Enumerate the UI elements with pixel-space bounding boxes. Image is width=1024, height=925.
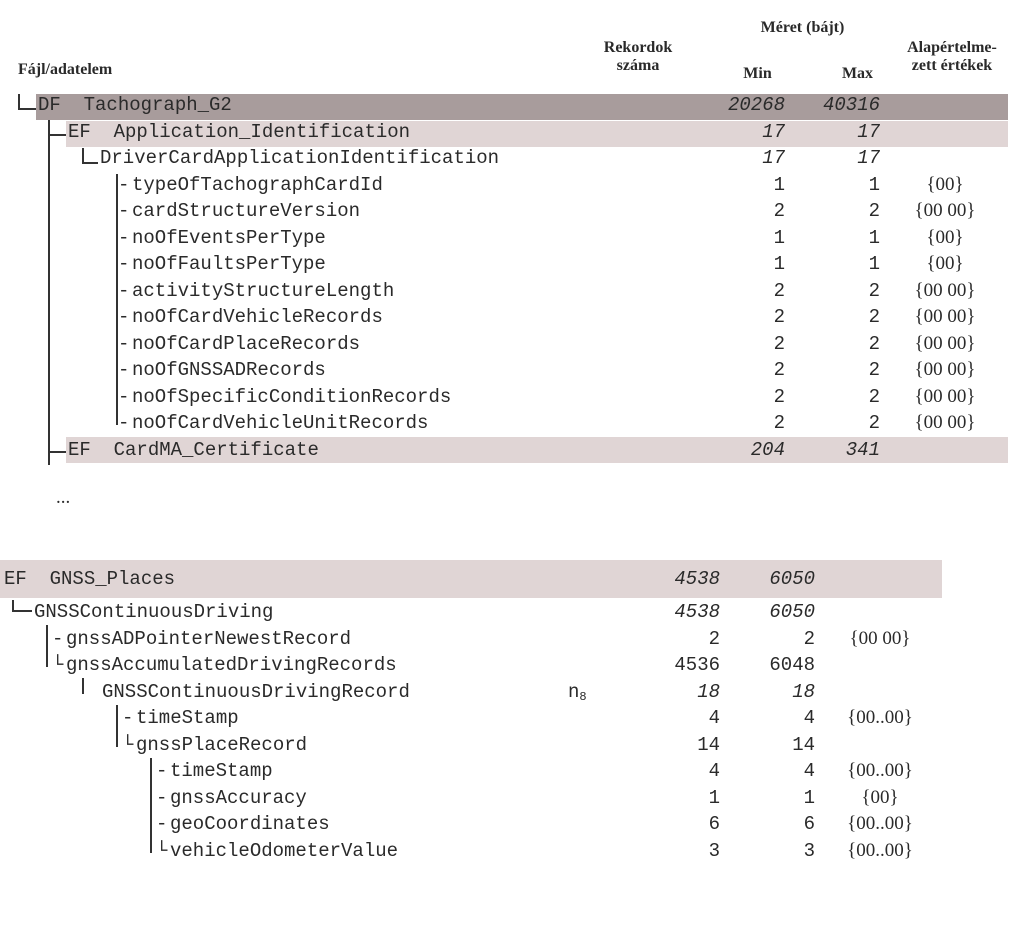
size-max: 3 [803, 839, 815, 862]
size-min: 2 [773, 332, 785, 355]
item-name: noOfEventsPerType [132, 226, 326, 249]
tree-line [48, 120, 50, 465]
tree-line [18, 108, 36, 110]
item-name: EF GNSS_Places [4, 568, 176, 590]
default-value: {00 00} [914, 359, 976, 380]
tree-dash: - [118, 306, 130, 328]
size-max: 40316 [822, 94, 880, 116]
tree-dash: - [118, 412, 130, 434]
item-name: EF Application_Identification [68, 120, 411, 143]
tree-dash: - [156, 760, 168, 782]
item-name: noOfFaultsPerType [132, 253, 326, 275]
size-min: 6 [708, 813, 720, 835]
size-min: 4538 [674, 568, 720, 590]
item-name: gnssPlaceRecord [136, 733, 308, 756]
header-min: Min [743, 65, 772, 82]
size-max: 1 [803, 786, 815, 809]
header-defaults [893, 39, 1011, 75]
tree-dash: - [52, 627, 64, 650]
header-max: Max [841, 65, 874, 82]
size-max: 6 [803, 813, 815, 835]
tree-dash: - [156, 813, 168, 835]
size-min: 4 [708, 707, 720, 729]
default-value: {00 00} [914, 200, 976, 221]
default-value: {00..00} [847, 839, 913, 861]
record-count-subscript: 8 [579, 689, 587, 704]
size-min: 1 [773, 173, 785, 196]
default-value: {00 00} [914, 279, 976, 301]
size-min: 1 [773, 253, 785, 275]
tree-dash: - [118, 173, 130, 196]
default-value: {00} [926, 173, 964, 195]
size-max: 2 [803, 627, 815, 650]
default-value: {00..00} [847, 707, 913, 728]
tree-dash: └ [156, 839, 168, 862]
record-count [568, 679, 587, 705]
tree-line [116, 705, 118, 747]
default-value: {00 00} [914, 306, 976, 327]
size-max: 1 [868, 173, 880, 196]
item-name: DriverCardApplicationIdentification [100, 147, 500, 169]
item-name: gnssAccuracy [170, 786, 307, 809]
ellipsis: ... [56, 487, 71, 508]
item-name: DF Tachograph_G2 [38, 94, 232, 116]
default-value: {00 00} [914, 385, 976, 407]
default-value: {00} [926, 226, 964, 248]
size-min: 18 [697, 680, 720, 703]
item-name: timeStamp [136, 707, 239, 729]
item-name: noOfCardVehicleRecords [132, 306, 383, 328]
item-name: gnssAccumulatedDrivingRecords [66, 654, 397, 676]
tree-dash: └ [52, 654, 64, 676]
tree-line [82, 678, 84, 694]
size-max: 2 [868, 359, 880, 381]
item-name: cardStructureVersion [132, 200, 361, 222]
tree-dash: - [118, 226, 130, 249]
size-min: 2 [773, 306, 785, 328]
item-name: typeOfTachographCardId [132, 173, 383, 196]
item-name: geoCoordinates [170, 813, 330, 835]
size-max: 6050 [769, 568, 815, 590]
size-min: 204 [750, 438, 785, 461]
size-max: 2 [868, 306, 880, 328]
tree-dash: └ [122, 733, 134, 756]
size-max: 1 [868, 253, 880, 275]
default-value: {00 00} [849, 627, 911, 649]
tree-dash: - [118, 359, 130, 381]
size-max: 2 [868, 279, 880, 302]
size-min: 14 [697, 733, 720, 756]
tree-line [150, 758, 152, 853]
size-max: 14 [792, 733, 815, 756]
item-name: GNSSContinuousDrivingRecord [102, 680, 410, 703]
size-min: 1 [708, 786, 720, 809]
item-name: timeStamp [170, 760, 273, 782]
size-max: 2 [868, 200, 880, 222]
size-min: 20268 [727, 94, 785, 116]
size-max: 2 [868, 385, 880, 408]
tree-line [48, 134, 66, 136]
size-max: 1 [868, 226, 880, 249]
header-defaults-line1: Alapértelme- [907, 39, 997, 56]
size-max: 6048 [769, 654, 815, 676]
size-min: 17 [762, 147, 785, 169]
size-min: 4538 [674, 601, 720, 623]
size-min: 3 [708, 839, 720, 862]
size-max: 17 [857, 120, 880, 143]
record-count-base: n [568, 680, 580, 703]
item-name: noOfCardPlaceRecords [132, 332, 361, 355]
size-max: 18 [792, 680, 815, 703]
tree-dash: - [118, 253, 130, 275]
size-min: 4536 [674, 654, 720, 676]
tree-line [82, 162, 98, 164]
tree-line [46, 625, 48, 667]
size-max: 2 [868, 332, 880, 355]
size-min: 2 [773, 279, 785, 302]
header-file-item: Fájl/adatelem [18, 61, 113, 78]
item-name: vehicleOdometerValue [170, 839, 399, 862]
tree-dash: - [118, 279, 130, 302]
default-value: {00..00} [847, 813, 913, 834]
tree-dash: - [156, 786, 168, 809]
size-min: 2 [773, 412, 785, 434]
item-name: activityStructureLength [132, 279, 395, 302]
tree-dash: - [118, 200, 130, 222]
tree-dash: - [118, 385, 130, 408]
tree-dash: - [118, 332, 130, 355]
size-min: 2 [773, 200, 785, 222]
size-min: 2 [773, 359, 785, 381]
size-max: 4 [803, 760, 815, 782]
size-max: 6050 [769, 601, 815, 623]
header-records-line1: Rekordok [603, 39, 673, 56]
size-max: 2 [868, 412, 880, 434]
tree-line [12, 610, 32, 612]
size-max: 17 [857, 147, 880, 169]
size-min: 1 [773, 226, 785, 249]
size-max: 4 [803, 707, 815, 729]
header-size: Méret (bájt) [760, 19, 845, 36]
size-max: 341 [845, 438, 880, 461]
item-name: EF CardMA_Certificate [68, 438, 319, 461]
header-records-line2: száma [616, 57, 660, 74]
default-value: {00 00} [914, 412, 976, 433]
item-name: gnssADPointerNewestRecord [66, 627, 352, 650]
size-min: 2 [708, 627, 720, 650]
size-min: 2 [773, 385, 785, 408]
default-value: {00} [861, 786, 899, 808]
size-min: 4 [708, 760, 720, 782]
item-name: noOfCardVehicleUnitRecords [132, 412, 429, 434]
header-records [590, 39, 686, 75]
header-defaults-line2: zett értékek [911, 57, 993, 74]
item-name: GNSSContinuousDriving [34, 601, 274, 623]
default-value: {00..00} [847, 760, 913, 781]
size-min: 17 [762, 120, 785, 143]
item-name: noOfSpecificConditionRecords [132, 385, 452, 408]
default-value: {00 00} [914, 332, 976, 354]
default-value: {00} [926, 253, 964, 274]
item-name: noOfGNSSADRecords [132, 359, 326, 381]
tree-dash: - [122, 707, 134, 729]
tree-line [48, 451, 66, 453]
